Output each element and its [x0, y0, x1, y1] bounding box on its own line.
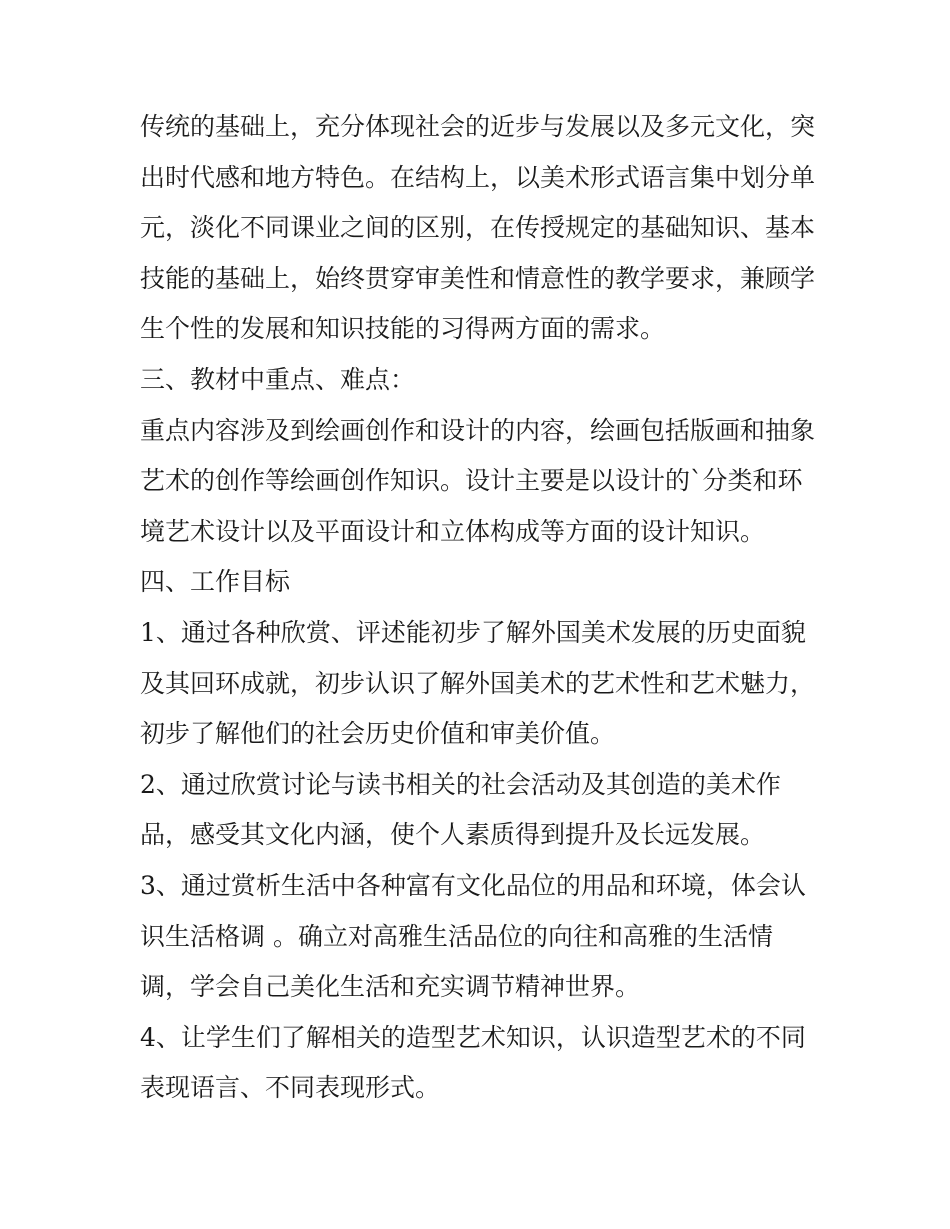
text-line: 技能的基础上，始终贯穿审美性和情意性的教学要求，兼顾学 [140, 263, 816, 293]
text-line: 表现语言、不同表现形式。 [140, 1073, 441, 1103]
text-line: 生个性的发展和知识技能的习得两方面的需求。 [140, 314, 666, 344]
text-line: 识生活格调 。确立对高雅生活品位的向往和高雅的生活情 [140, 921, 773, 951]
text-line: 品，感受其文化内涵，使个人素质得到提升及长远发展。 [140, 820, 766, 850]
goal-4-line: 4、让学生们了解相关的造型艺术知识，认识造型艺术的不同 [140, 1022, 806, 1052]
text-line: 调，学会自己美化生活和充实调节精神世界。 [140, 972, 641, 1002]
text-line: 重点内容涉及到绘画创作和设计的内容，绘画包括版画和抽象 [140, 415, 816, 445]
section-heading-3: 三、教材中重点、难点： [140, 364, 416, 394]
goal-3-line: 3、通过赏析生活中各种富有文化品位的用品和环境，体会认 [140, 870, 806, 900]
text-line: 及其回环成就，初步认识了解外国美术的艺术性和艺术魅力， [140, 668, 816, 698]
text-line: 元，淡化不同课业之间的区别，在传授规定的基础知识、基本 [140, 213, 816, 243]
text-line: 初步了解他们的社会历史价值和审美价值。 [140, 719, 616, 749]
goal-1-line: 1、通过各种欣赏、评述能初步了解外国美术发展的历史面貌 [140, 617, 806, 647]
section-heading-4: 四、工作目标 [140, 567, 291, 597]
text-line: 出时代感和地方特色。在结构上，以美术形式语言集中划分单 [140, 162, 816, 192]
goal-2-line: 2、通过欣赏讨论与读书相关的社会活动及其创造的美术作 [140, 769, 781, 799]
text-line: 境艺术设计以及平面设计和立体构成等方面的设计知识。 [140, 516, 766, 546]
document-body [140, 102, 820, 1114]
text-line: 艺术的创作等绘画创作知识。设计主要是以设计的`分类和环 [140, 466, 803, 496]
text-line: 传统的基础上，充分体现社会的近步与发展以及多元文化，突 [140, 112, 816, 141]
